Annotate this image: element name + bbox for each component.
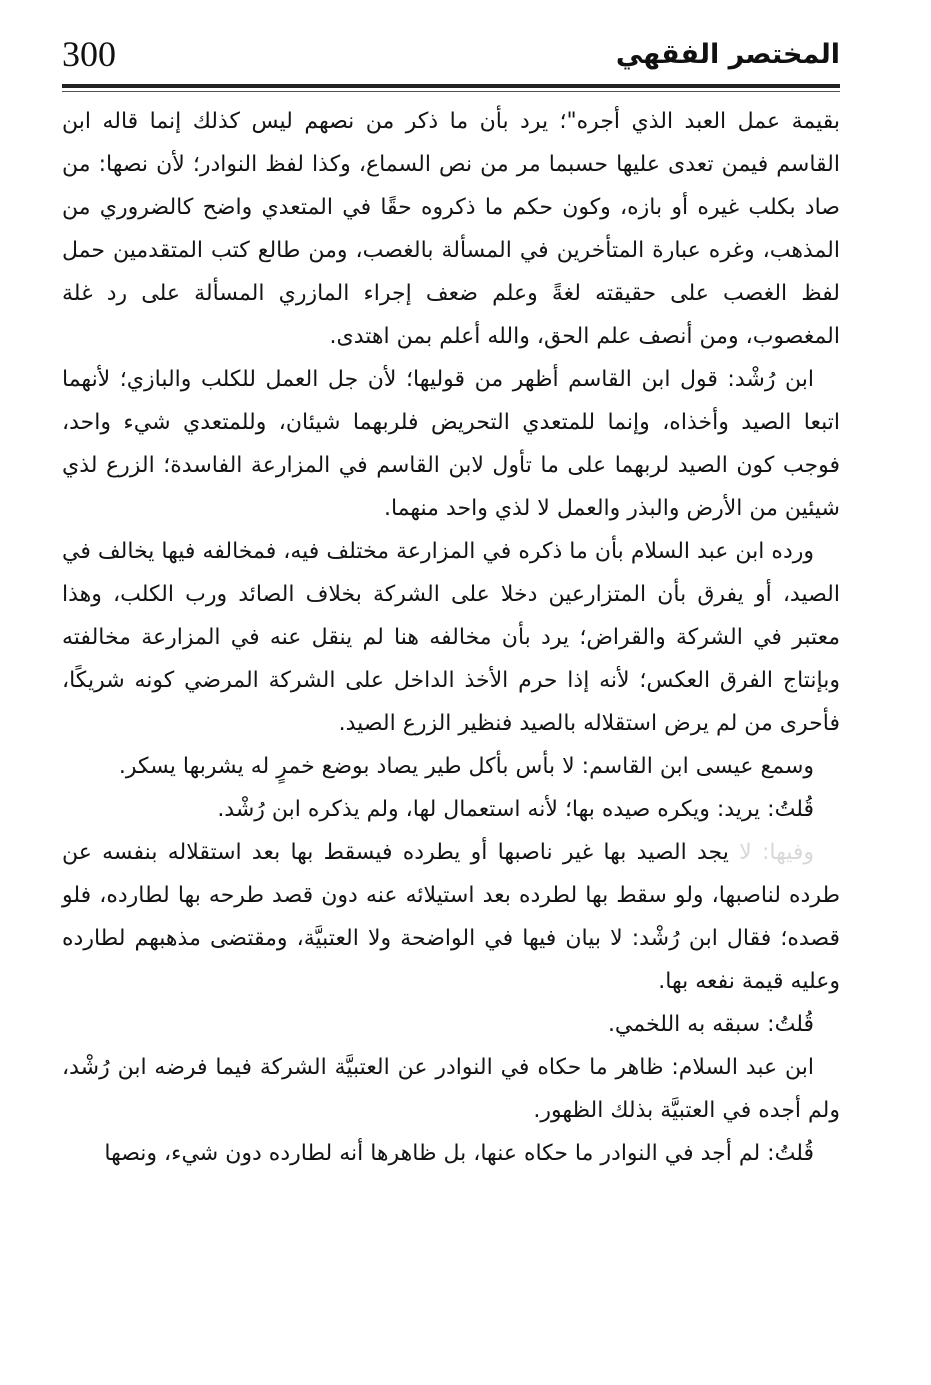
paragraph-9: قُلتُ: لم أجد في النوادر ما حكاه عنها، بل ظاهرها أنه لطارده دون شيء، ونصها: [104, 1141, 814, 1166]
paragraph-6: [62, 831, 840, 1003]
body-text: [62, 100, 840, 1175]
header-rule-thin: [62, 91, 840, 92]
header-rule: [62, 84, 840, 88]
paragraph-2: ابن رُشْد: قول ابن القاسم أظهر من قوليها؛ لأن جل العمل للكلب والبازي؛ لأنهما اتبعا الصيد وأخذاه، وإنما للمتعدي التحريض فلربهما شيئان، وللمتعدي شيء واحد، فوجب كون الصيد لربهما على ما تأول لابن القاسم في المزارعة الفاسدة؛ الزرع لذي شيئين من الأرض والبذر والعمل لا لذي واحد منهما.: [62, 367, 840, 521]
page-number: 300: [62, 34, 116, 74]
paragraph-3: ورده ابن عبد السلام بأن ما ذكره في المزارعة مختلف فيه، فمخالفه فيها يخالف في الصيد، أو يفرق بأن المتزارعين دخلا على الشركة بخلاف الصائد ورب الكلب، وهذا معتبر في الشركة والقراض؛ يرد بأن مخالفه هنا لم ينقل عنه في المزارعة مخالفته وبإنتاج الفرق العكس؛ لأنه إذا حرم الأخذ الداخل على الشركة المرضي كونه شريكًا، فأحرى من لم يرض استقلاله بالصيد فنظير الزرع الصيد.: [62, 539, 840, 736]
running-title: المختصر الفقهي: [615, 39, 840, 70]
paragraph-8: ابن عبد السلام: ظاهر ما حكاه في النوادر عن العتبيَّة الشركة فيما فرضه ابن رُشْد، ولم أجده في العتبيَّة بذلك الظهور.: [62, 1055, 840, 1123]
page-header: [62, 30, 840, 80]
paragraph-6-text: يجد الصيد بها غير ناصبها أو يطرده فيسقط بها بعد استقلاله بنفسه عن طرده لناصبها، ولو سقط بها لطرده بعد استيلائه عنه دون قصد طرحه بها لطارده، فلو قصده؛ فقال ابن رُشْد: لا بيان فيها في الواضحة ولا العتبيَّة، ومقتضى مذهبهم لطارده وعليه قيمة نفعه بها.: [62, 840, 840, 994]
paragraph-1: بقيمة عمل العبد الذي أجره"؛ يرد بأن ما ذكر من نصهم ليس كذلك إنما قاله ابن القاسم فيمن تعدى عليها حسبما مر من نص السماع، وكذا لفظ النوادر؛ لأن نصها: من صاد بكلب غيره أو بازه، وكون حكم ما ذكروه حقًا في المتعدي واضح كالضروري من المذهب، وغره عبارة المتأخرين في المسألة بالغصب، ومن طالع كتب المتقدمين حمل لفظ الغصب على حقيقته لغةً وعلم ضعف إجراء المازري المسألة على رد غلة المغصوب، ومن أنصف علم الحق، والله أعلم بمن اهتدى.: [62, 109, 840, 349]
paragraph-5: قُلتُ: يريد: ويكره صيده بها؛ لأنه استعمال لها، ولم يذكره ابن رُشْد.: [217, 797, 814, 822]
faded-lead-text: وفيها: لا: [739, 840, 814, 865]
paragraph-7: قُلتُ: سبقه به اللخمي.: [607, 1012, 814, 1037]
paragraph-4: وسمع عيسى ابن القاسم: لا بأس بأكل طير يصاد بوضع خمرٍ له يشربها يسكر.: [118, 754, 814, 779]
